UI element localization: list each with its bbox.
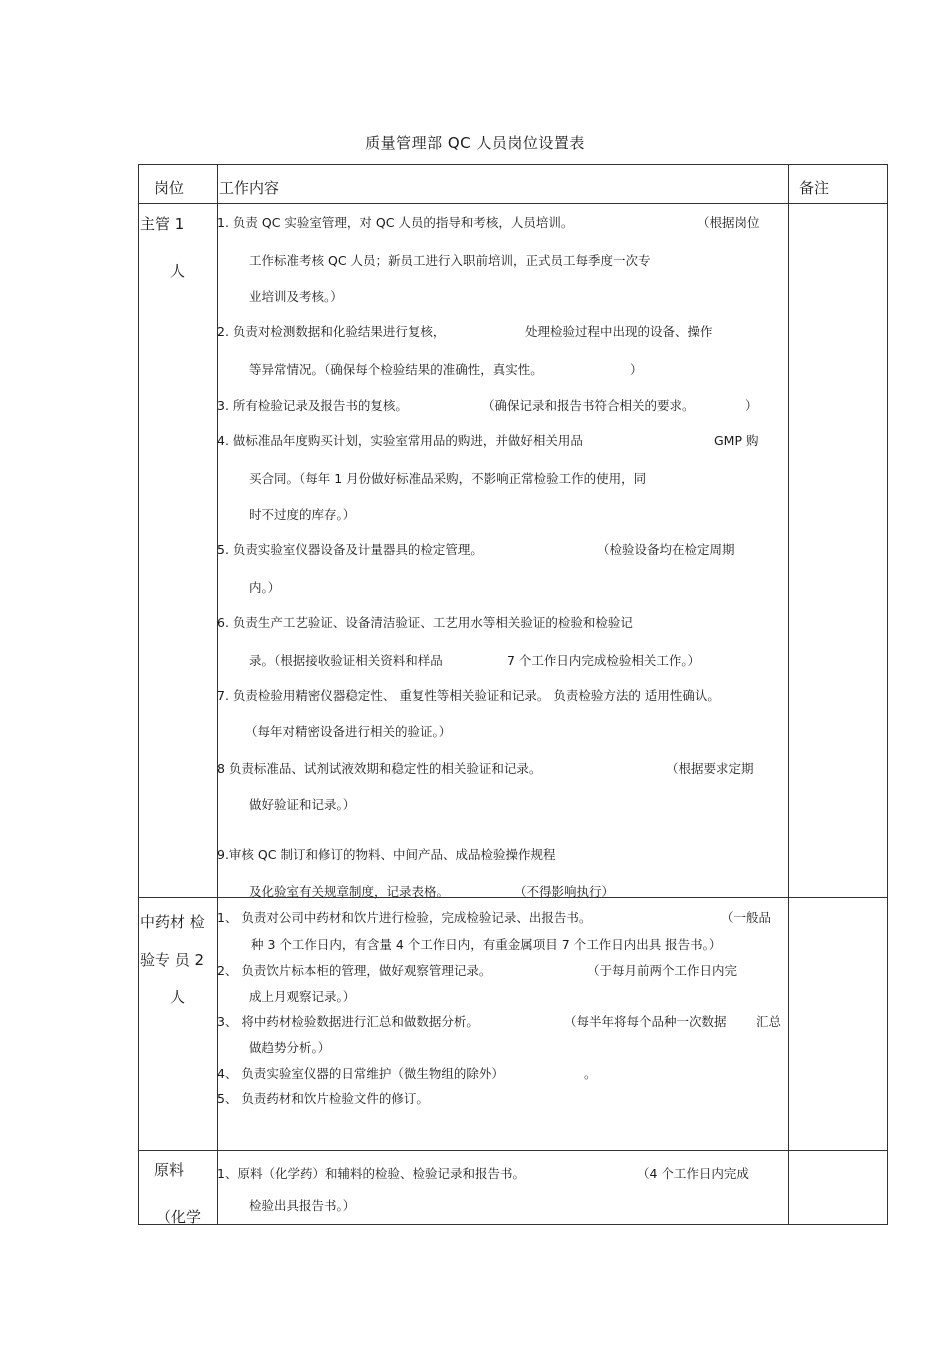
duty-line: 7. 负责检验用精密仪器稳定性、 重复性等相关验证和记录。 负责检验方法的 适用性确认。	[217, 688, 720, 703]
duty-line: 处理检验过程中出现的设备、操作	[525, 324, 713, 339]
header-remark: 备注	[799, 179, 830, 197]
position-label: 主管 1	[140, 215, 185, 233]
position-label: 原料	[154, 1161, 185, 1179]
duty-line: （每半年将每个品种一次数据	[564, 1014, 727, 1029]
duty-line: 1、 负责对公司中药材和饮片进行检验，完成检验记录、出报告书。	[217, 910, 592, 925]
duty-line: 工作标准考核 QC 人员；新员工进行入职前培训，正式员工每季度一次专	[249, 253, 651, 268]
duty-line: 录。（根据接收验证相关资料和样品	[249, 653, 443, 668]
table-bottom-border	[138, 1224, 888, 1225]
duty-line: 及化验室有关规章制度，记录表格。	[249, 884, 450, 899]
duty-line: 9.审核 QC 制订和修订的物料、中间产品、成品检验操作规程	[217, 847, 556, 862]
duty-line: ）	[745, 398, 758, 413]
duty-line: （4 个工作日内完成	[637, 1166, 749, 1181]
position-label: 中药材 检	[140, 913, 205, 931]
position-label: （化学	[156, 1208, 202, 1226]
position-label: 人	[170, 988, 186, 1006]
duty-line: 做趋势分析。）	[249, 1040, 331, 1055]
duty-line: 3、 将中药材检验数据进行汇总和做数据分析。	[217, 1014, 479, 1029]
duty-line: ）	[630, 362, 643, 377]
table-right-border	[887, 164, 888, 1225]
duty-line: （一般品	[721, 910, 772, 925]
column-divider-2	[788, 164, 789, 1225]
header-content: 工作内容	[219, 179, 280, 197]
duty-line: 内。）	[249, 580, 281, 595]
position-label: 人	[170, 262, 186, 280]
duty-line: （不得影响执行）	[514, 884, 615, 899]
duty-line: 1、原料（化学药）和辅料的检验、检验记录和报告书。	[217, 1166, 525, 1181]
document-title: 质量管理部 QC 人员岗位设置表	[365, 134, 585, 152]
duty-line: 5、 负责药材和饮片检验文件的修订。	[217, 1091, 429, 1106]
duty-line: （确保记录和报告书符合相关的要求。	[482, 398, 695, 413]
table-left-border	[138, 164, 139, 1225]
duty-line: 2、 负责饮片标本柜的管理，做好观察管理记录。	[217, 963, 492, 978]
duty-line: 业培训及考核。）	[249, 289, 343, 304]
duty-line: 3. 所有检验记录及报告书的复核。	[217, 398, 408, 413]
duty-line: 买合同。（每年 1 月份做好标准品采购，不影响正常检验工作的使用，同	[249, 471, 647, 486]
duty-line: 7 个工作日内完成检验相关工作。）	[507, 653, 701, 668]
duty-line: 8 负责标准品、试剂试液效期和稳定性的相关验证和记录。	[217, 761, 542, 776]
duty-line: 成上月观察记录。）	[249, 989, 356, 1004]
duty-line: （检验设备均在检定周期	[597, 542, 735, 557]
duty-line: 种 3 个工作日内，有含量 4 个工作日内，有重金属项目 7 个工作日内出具 报告书。）	[251, 937, 722, 952]
header-bottom-border	[138, 203, 888, 204]
duty-line: 6. 负责生产工艺验证、设备清洁验证、工艺用水等相关验证的检验和检验记	[217, 615, 633, 630]
duty-line: （根据岗位	[697, 215, 760, 230]
duty-line: 检验出具报告书。）	[249, 1198, 356, 1213]
table-top-border	[138, 164, 888, 165]
duty-line: 4. 做标准品年度购买计划，实验室常用品的购进，并做好相关用品	[217, 433, 583, 448]
duty-line: 做好验证和记录。）	[249, 797, 356, 812]
row2-bottom-border	[138, 1150, 888, 1151]
duty-line: 5. 负责实验室仪器设备及计量器具的检定管理。	[217, 542, 483, 557]
duty-line: （于每月前两个工作日内完	[587, 963, 738, 978]
duty-line: （根据要求定期	[666, 761, 754, 776]
duty-line: 2. 负责对检测数据和化验结果进行复核，	[217, 324, 446, 339]
duty-line: 1. 负责 QC 实验室管理，对 QC 人员的指导和考核，人员培训。	[217, 215, 574, 230]
duty-line: 。	[584, 1066, 597, 1081]
duty-line: 等异常情况。（确保每个检验结果的准确性，真实性。	[249, 362, 543, 377]
position-label: 验专 员 2	[140, 951, 205, 969]
duty-line: 汇总	[756, 1014, 782, 1029]
duty-line: 4、 负责实验室仪器的日常维护（微生物组的除外）	[217, 1066, 504, 1081]
duty-line: 时不过度的库存。）	[249, 507, 356, 522]
duty-line: GMP 购	[714, 433, 759, 448]
duty-line: （每年对精密设备进行相关的验证。）	[245, 724, 452, 739]
header-position: 岗位	[154, 179, 185, 197]
